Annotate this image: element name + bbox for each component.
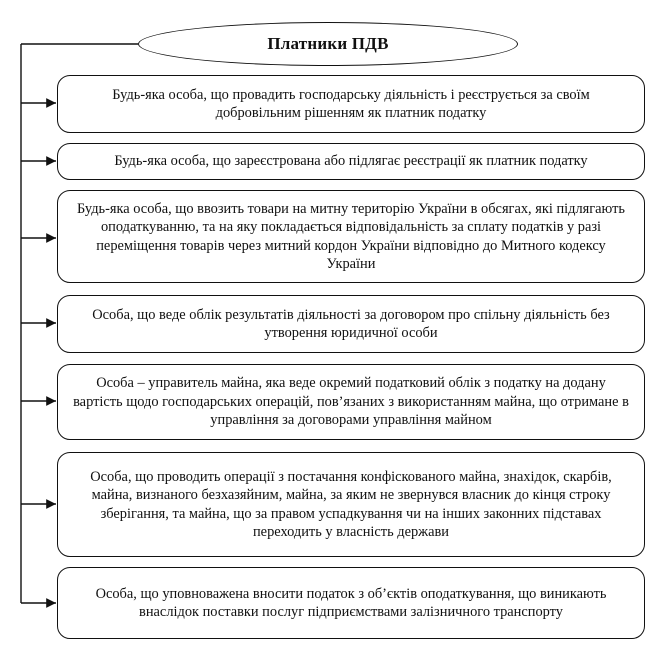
payer-text-6: Особа, що проводить операції з постачання конфіскованого майна, знахідок, скарбів, майна, визнаного безхазяйним, майна, за яким не звернувся власник до кінця строку зберігання, та майна, що за правом успадкування чи на інших законних підставах переходить у власність держави [90,468,612,540]
payer-box-6 [57,452,645,557]
payer-text-1: Будь-яка особа, що провадить господарську діяльність і реєструється за своїм добровільним рішенням як платник податку [112,86,590,121]
payer-box-7 [57,567,645,639]
payer-text-4: Особа, що веде облік результатів діяльності за договором про спільну діяльність без утворення юридичної особи [92,306,610,341]
payer-box-5 [57,364,645,440]
payer-text-3: Будь-яка особа, що ввозить товари на митну територію України в обсягах, які підлягають оподаткуванню, та на яку покладається відповідальність за сплату податків у разі переміщення товарів через митний кордон України відповідно до Митного кодексу України [77,200,625,272]
payer-text-2: Будь-яка особа, що зареєстрована або підлягає реєстрації як платник податку [114,153,588,170]
payer-box-4 [57,295,645,353]
payer-box-3 [57,190,645,283]
payer-box-2 [57,143,645,180]
title-oval [138,22,518,66]
payer-text-5: Особа – управитель майна, яка веде окремий податковий облік з податку на додану вартість щодо господарських операцій, пов’язаних з використанням майна, що отримане в управління за договорами управління майном [73,375,629,429]
payer-box-1 [57,75,645,133]
diagram-title: Платники ПДВ [267,34,389,53]
payer-text-7: Особа, що уповноважена вносити податок з об’єктів оподаткування, що виникають внаслідок поставки послуг підприємствами залізничного транспорту [95,585,607,620]
